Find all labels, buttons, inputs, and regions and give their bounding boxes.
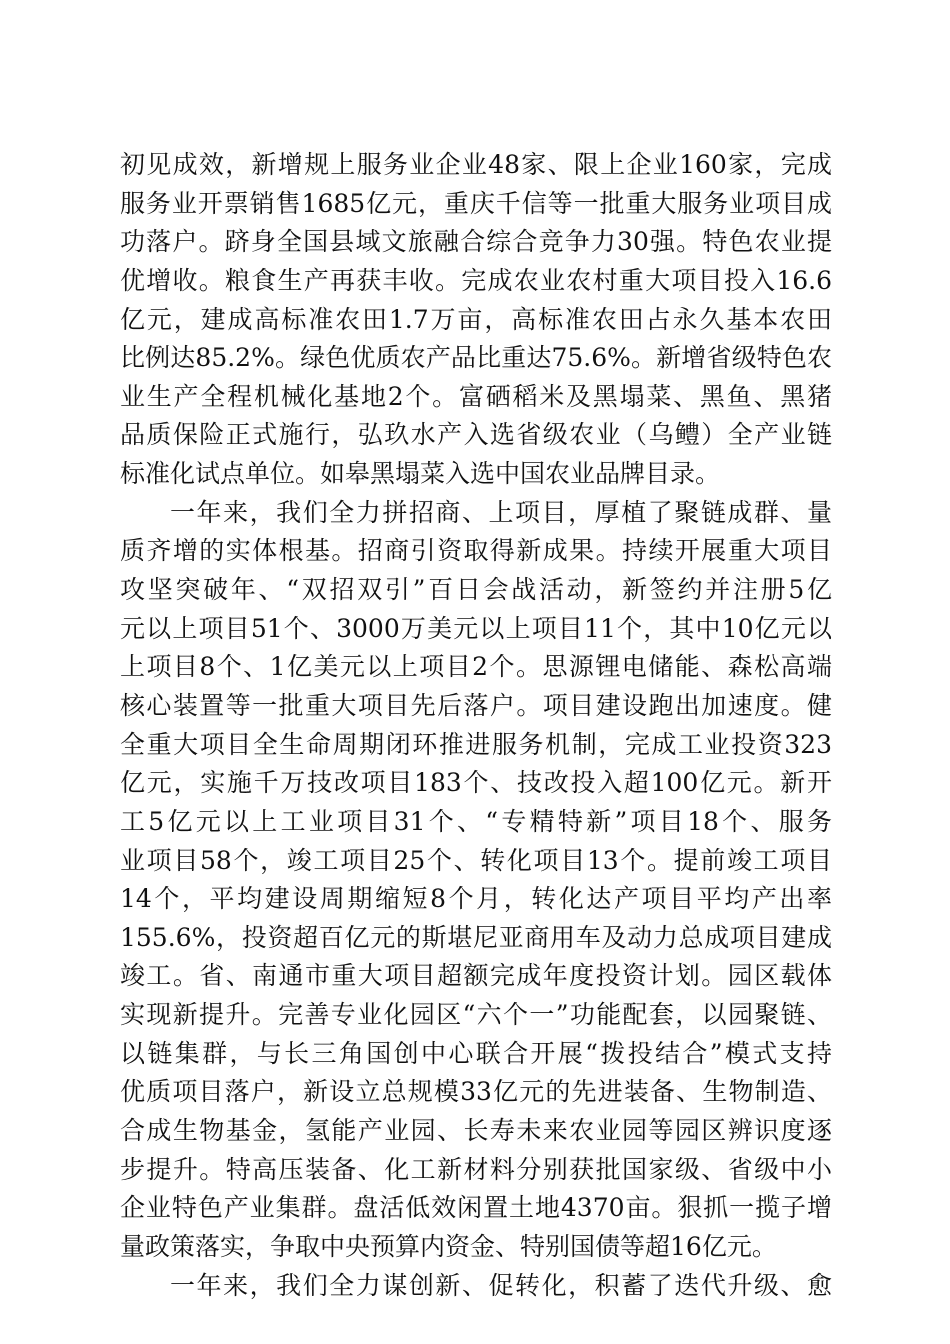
text-line: 合成生物基金，氢能产业园、长寿未来农业园等园区辨识度逐 [120, 1116, 832, 1146]
text-line: 亿元，实施千万技改项目183个、技改投入超100亿元。新开 [120, 768, 832, 798]
paragraph-first-line: 一年来，我们全力谋创新、促转化，积蓄了迭代升级、愈 [170, 1270, 832, 1300]
text-line: 量政策落实，争取中央预算内资金、特别国债等超16亿元。 [120, 1231, 777, 1261]
text-line: 亿元，建成高标准农田1.7万亩，高标准农田占永久基本农田 [120, 304, 832, 334]
text-line: 以链集群，与长三角国创中心联合开展“拨投结合”模式支持 [120, 1038, 832, 1068]
text-line: 初见成效，新增规上服务业企业48家、限上企业160家，完成 [120, 150, 832, 179]
text-line: 155.6%，投资超百亿元的斯堪尼亚商用车及动力总成项目建成 [120, 922, 832, 952]
text-line: 业项目58个，竣工项目25个、转化项目13个。提前竣工项目 [120, 845, 832, 875]
text-line: 企业特色产业集群。盘活低效闲置土地4370亩。狠抓一揽子增 [120, 1193, 832, 1223]
text-line: 竣工。省、南通市重大项目超额完成年度投资计划。园区载体 [120, 961, 832, 991]
text-line: 实现新提升。完善专业化园区“六个一”功能配套，以园聚链、 [120, 1000, 832, 1030]
text-line: 攻坚突破年、“双招双引”百日会战活动，新签约并注册5亿 [120, 575, 832, 605]
text-line: 比例达85.2%。绿色优质农产品比重达75.6%。新增省级特色农 [120, 343, 832, 373]
text-line: 上项目8个、1亿美元以上项目2个。思源锂电储能、森松高端 [120, 652, 832, 682]
text-line: 标准化试点单位。如皋黑塌菜入选中国农业品牌目录。 [120, 459, 721, 489]
text-line: 优质项目落户，新设立总规模33亿元的先进装备、生物制造、 [120, 1077, 832, 1107]
text-line: 步提升。特高压装备、化工新材料分别获批国家级、省级中小 [120, 1154, 832, 1184]
text-line: 优增收。粮食生产再获丰收。完成农业农村重大项目投入16.6 [120, 265, 832, 295]
text-line: 工5亿元以上工业项目31个、“专精特新”项目18个、服务 [120, 806, 832, 836]
text-line: 14个，平均建设周期缩短8个月，转化达产项目平均产出率 [120, 884, 832, 914]
text-line: 业生产全程机械化基地2个。富硒稻米及黑塌菜、黑鱼、黑猪 [120, 381, 832, 411]
text-line: 功落户。跻身全国县域文旅融合综合竞争力30强。特色农业提 [120, 227, 832, 257]
text-line: 品质保险正式施行，弘玖水产入选省级农业（乌鳢）全产业链 [120, 420, 832, 450]
text-line: 服务业开票销售1685亿元，重庆千信等一批重大服务业项目成 [120, 188, 832, 218]
text-line: 全重大项目全生命周期闭环推进服务机制，完成工业投资323 [120, 729, 832, 759]
text-line: 质齐增的实体根基。招商引资取得新成果。持续开展重大项目 [120, 536, 832, 566]
text-line: 元以上项目51个、3000万美元以上项目11个，其中10亿元以 [120, 613, 832, 643]
paragraph-first-line: 一年来，我们全力拼招商、上项目，厚植了聚链成群、量 [170, 497, 832, 527]
text-line: 核心装置等一批重大项目先后落户。项目建设跑出加速度。健 [120, 690, 832, 720]
document-body [120, 146, 832, 1305]
